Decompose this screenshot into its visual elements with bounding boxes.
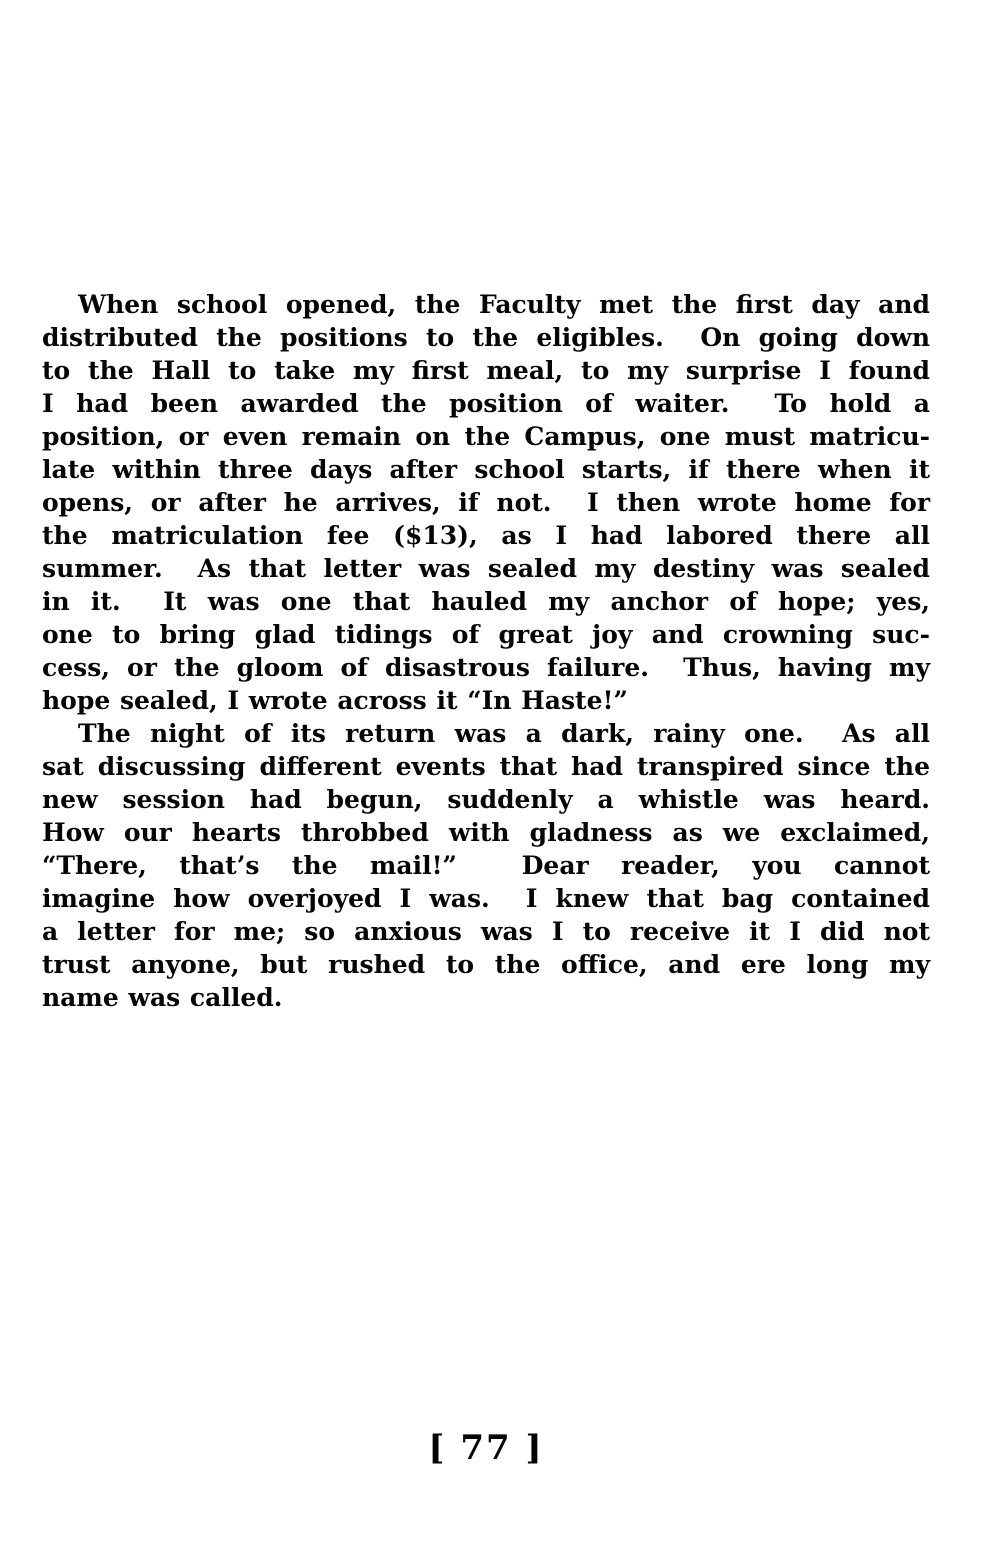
text-line: cess, or the gloom of disastrous failure. Thus, having my <box>42 653 930 682</box>
text-line: a letter for me; so anxious was I to receive it I did not <box>42 917 930 946</box>
text-line: imagine how overjoyed I was. I knew that bag contained <box>42 884 930 913</box>
text-line: trust anyone, but rushed to the office, and ere long my <box>42 950 930 979</box>
text-line: name was called. <box>42 983 283 1012</box>
paragraph-2 <box>42 717 930 1014</box>
text-line: summer. As that letter was sealed my destiny was sealed <box>42 554 930 583</box>
text-line: “There, that’s the mail!” Dear reader, you cannot <box>42 851 930 880</box>
text-line: How our hearts throbbed with gladness as we exclaimed, <box>42 818 930 847</box>
text-line: When school opened, the Faculty met the first day and <box>78 290 930 319</box>
body-text <box>42 288 930 1014</box>
paragraph-1 <box>42 288 930 717</box>
text-line: The night of its return was a dark, rainy one. As all <box>78 719 930 748</box>
text-line: new session had begun, suddenly a whistle was heard. <box>42 785 930 814</box>
text-line: one to bring glad tidings of great joy and crowning suc- <box>42 620 930 649</box>
text-line: to the Hall to take my first meal, to my surprise I found <box>42 356 930 385</box>
text-line: distributed the positions to the eligibles. On going down <box>42 323 930 352</box>
text-line: in it. It was one that hauled my anchor of hope; yes, <box>42 587 930 616</box>
text-line: opens, or after he arrives, if not. I then wrote home for <box>42 488 930 517</box>
text-line: I had been awarded the position of waiter. To hold a <box>42 389 930 418</box>
page-number: [ 77 ] <box>428 1428 544 1468</box>
text-line: position, or even remain on the Campus, one must matricu- <box>42 422 930 451</box>
text-line: hope sealed, I wrote across it “In Haste!” <box>42 686 628 715</box>
text-line: sat discussing different events that had transpired since the <box>42 752 930 781</box>
text-line: late within three days after school starts, if there when it <box>42 455 930 484</box>
text-line: the matriculation fee ($13), as I had labored there all <box>42 521 930 550</box>
